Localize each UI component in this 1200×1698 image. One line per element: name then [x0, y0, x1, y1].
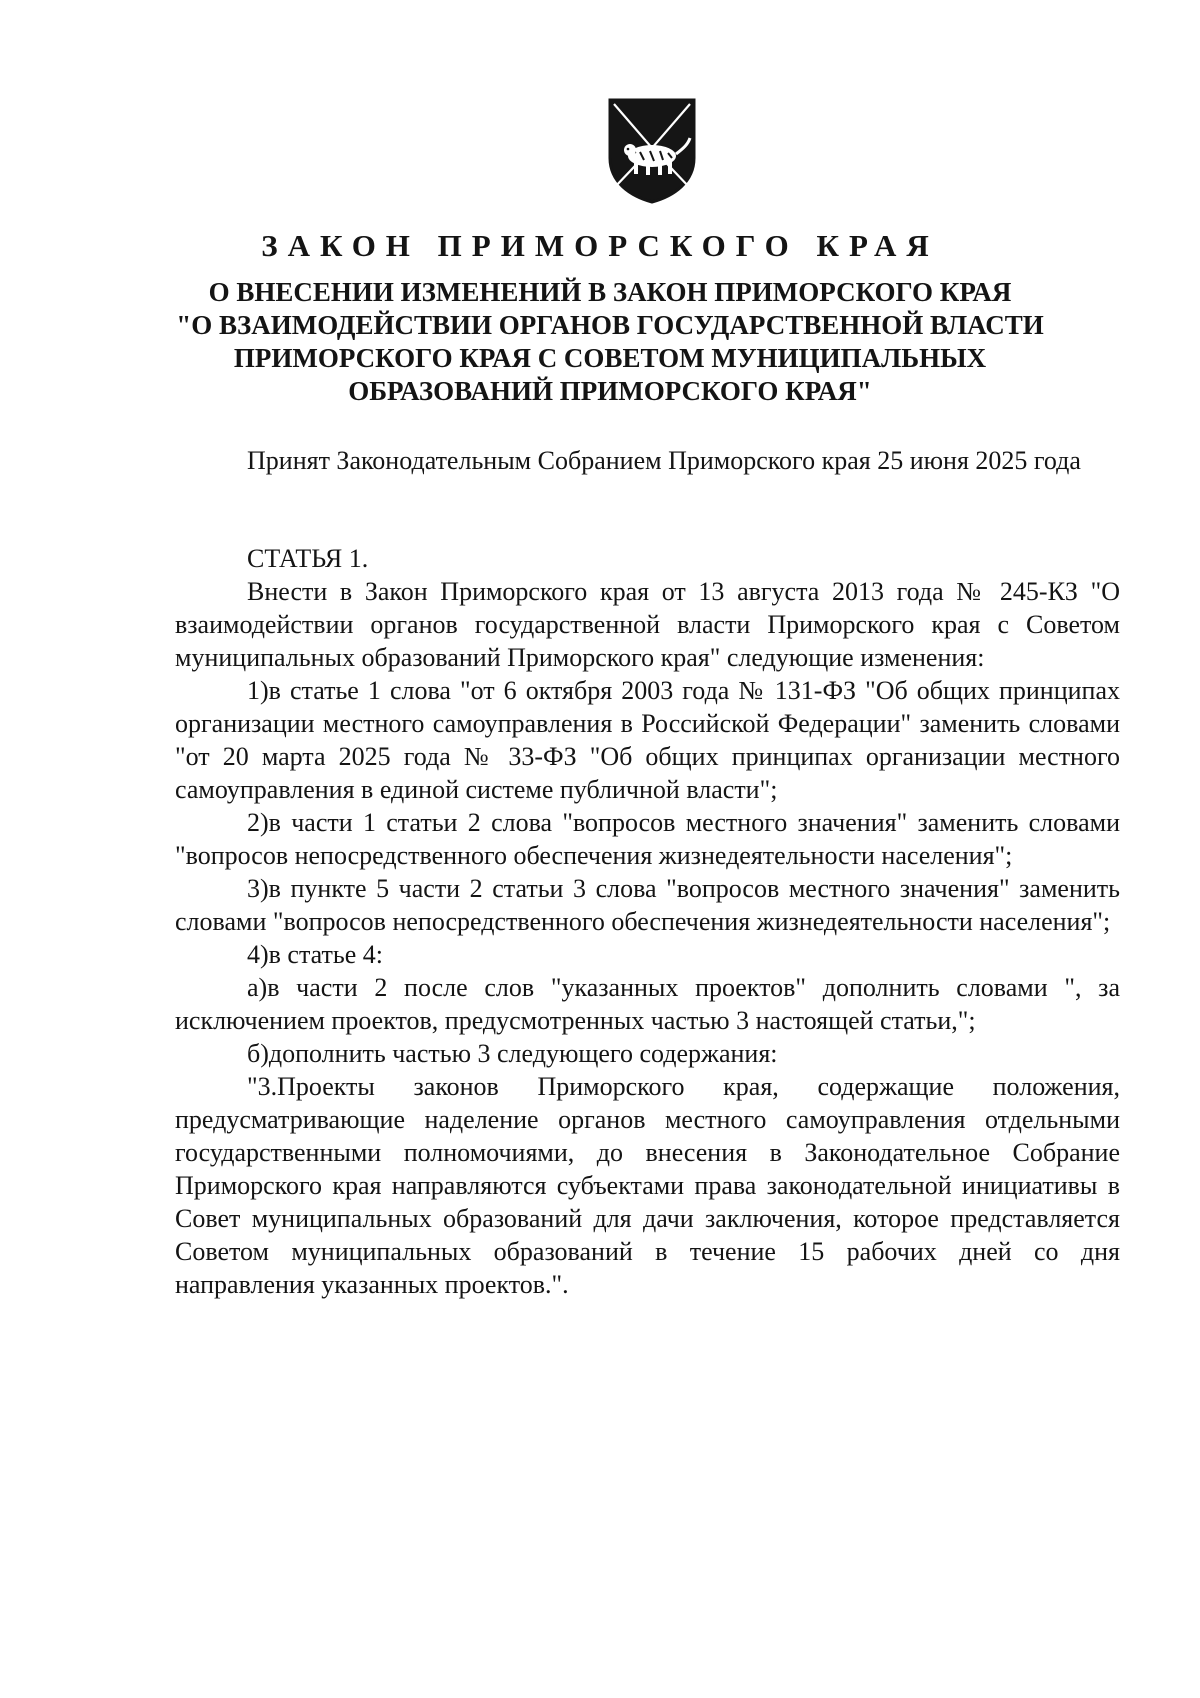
article-heading: СТАТЬЯ 1. [247, 544, 369, 573]
subtitle-line: О ВНЕСЕНИИ ИЗМЕНЕНИЙ В ЗАКОН ПРИМОРСКОГО КРАЯ [208, 277, 1012, 307]
subtitle-line: ОБРАЗОВАНИЙ ПРИМОРСКОГО КРАЯ" [348, 376, 872, 406]
article-paragraph: 1)в статье 1 слова "от 6 октября 2003 года № 131-ФЗ "Об общих принципах организации местного самоуправления в Российской Федерации" заменить словами "от 20 марта 2025 года № 33-ФЗ "Об общих принципах организации местного самоуправления в единой системе публичной власти"; [175, 676, 1120, 804]
subtitle-line: ПРИМОРСКОГО КРАЯ С СОВЕТОМ МУНИЦИПАЛЬНЫХ [233, 343, 987, 373]
article-paragraph: 3)в пункте 5 части 2 статьи 3 слова "вопросов местного значения" заменить словами "вопросов непосредственного обеспечения жизнедеятельности населения"; [175, 874, 1120, 936]
article-1 [175, 542, 1120, 1301]
article-paragraph: а)в части 2 после слов "указанных проектов" дополнить словами ", за исключением проектов, предусмотренных частью 3 настоящей статьи,"; [175, 973, 1120, 1035]
accepted-statement: Принят Законодательным Собранием Приморского края 25 июня 2025 года [247, 446, 1081, 475]
article-paragraph: 2)в части 1 статьи 2 слова "вопросов местного значения" заменить словами "вопросов непосредственного обеспечения жизнедеятельности населения"; [175, 808, 1120, 870]
article-paragraph: 4)в статье 4: [247, 940, 384, 969]
law-subtitle [140, 276, 1080, 408]
article-paragraph: Внести в Закон Приморского края от 13 августа 2013 года № 245-КЗ "О взаимодействии органов государственной власти Приморского края с Советом муниципальных образований Приморского края" следующие изменения: [175, 577, 1120, 672]
article-paragraph: "3.Проекты законов Приморского края, содержащие положения, предусматривающие наделение органов местного самоуправления отдельными государственными полномочиями, до внесения в Законодательное Собрание Приморского края направляются субъектами права законодательной инициативы в Совет муниципальных образований для дачи заключения, которое представляется Советом муниципальных образований в течение 15 рабочих дней со дня направления указанных проектов.". [175, 1072, 1120, 1299]
subtitle-line: "О ВЗАИМОДЕЙСТВИИ ОРГАНОВ ГОСУДАРСТВЕННОЙ ВЛАСТИ [176, 310, 1044, 340]
article-paragraph: б)дополнить частью 3 следующего содержания: [247, 1039, 778, 1068]
primorsky-coat-of-arms-icon [606, 96, 698, 204]
law-title: ЗАКОН ПРИМОРСКОГО КРАЯ [261, 228, 939, 263]
